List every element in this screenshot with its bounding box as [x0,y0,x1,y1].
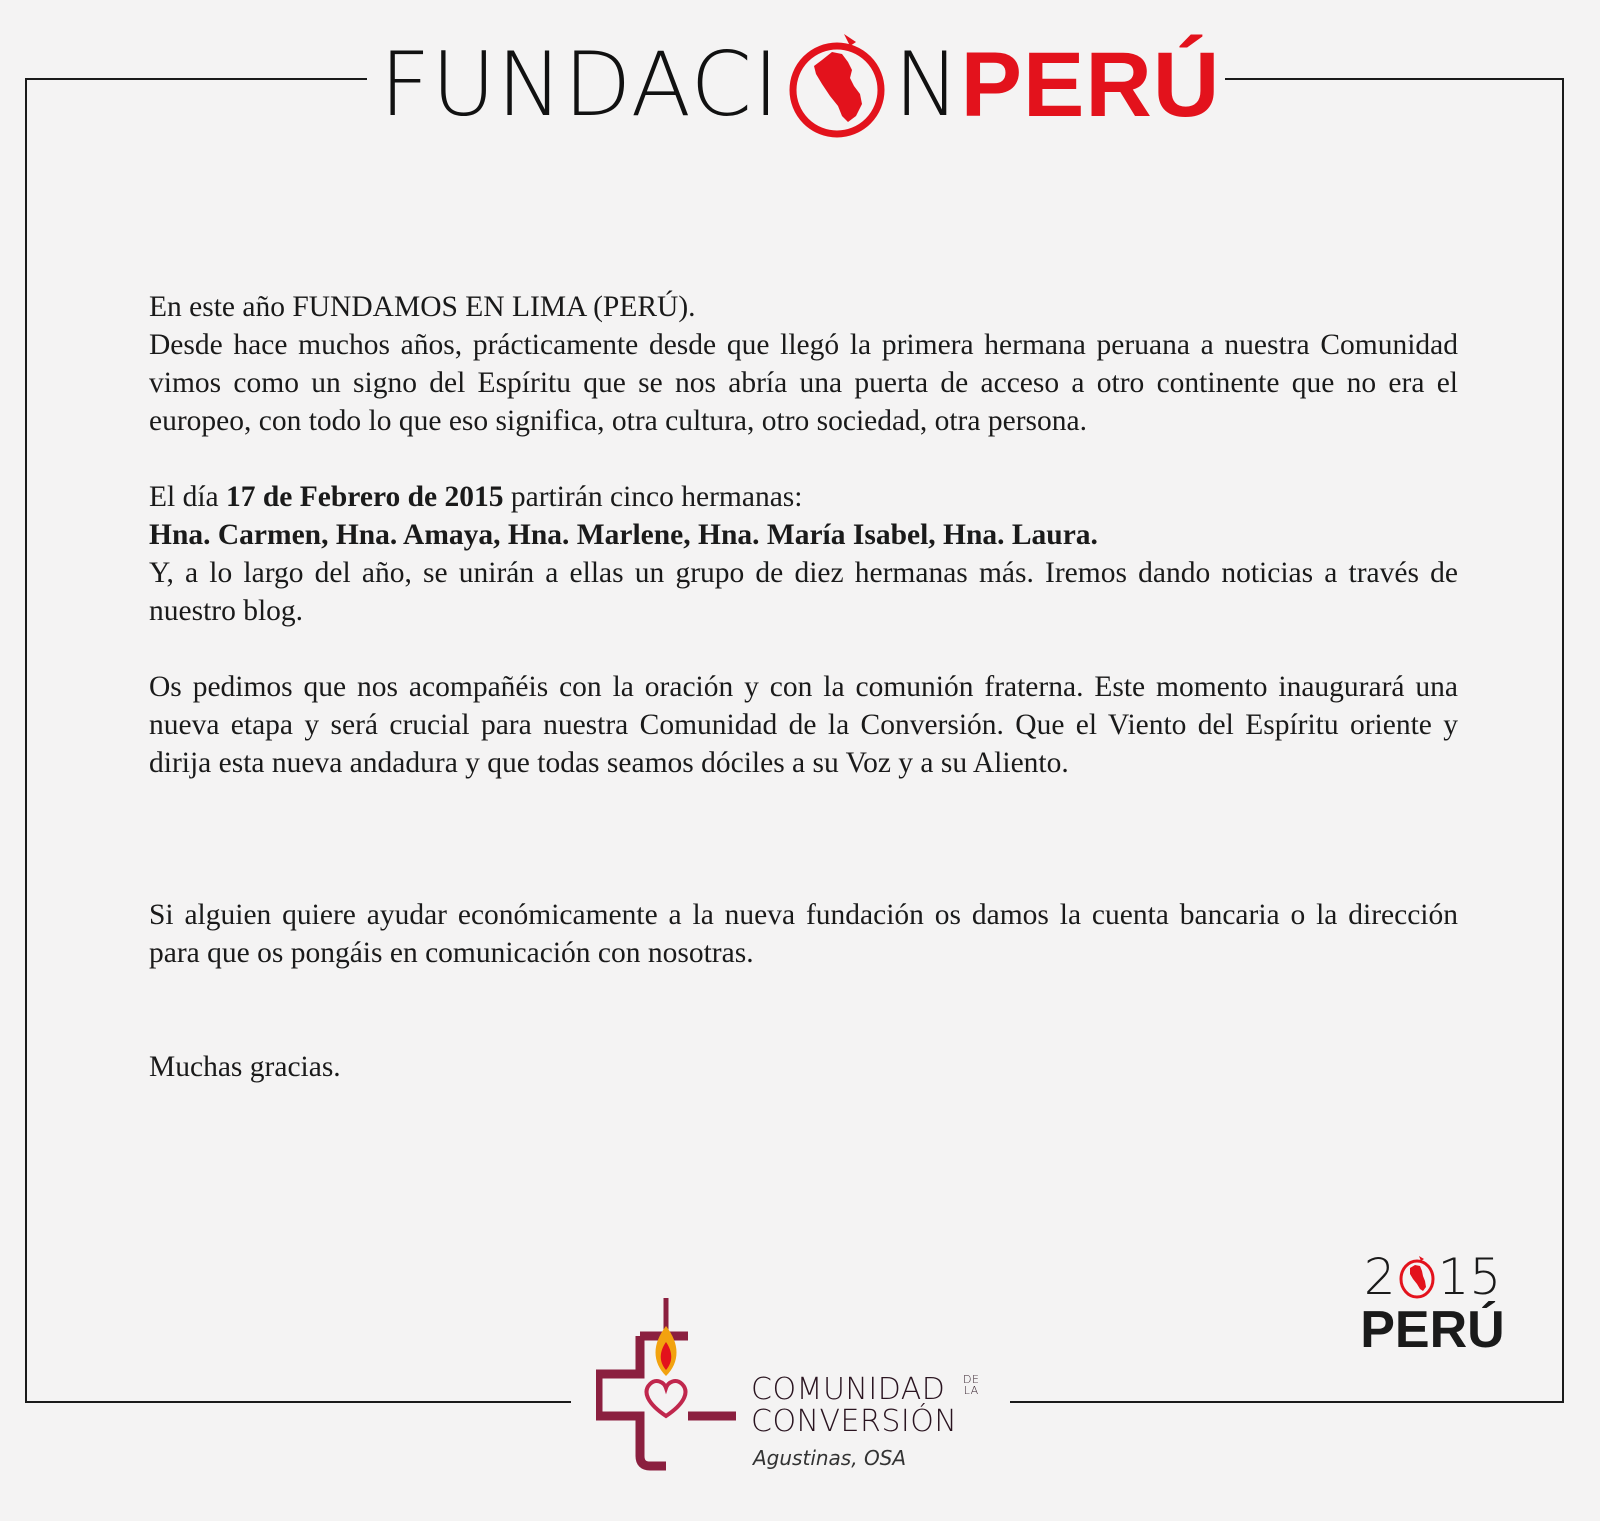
logo-text [751,1372,980,1439]
prayer-paragraph: Os pedimos que nos acompañéis con la oración y con la comunión fraterna. Este momento inaugurará una nueva etapa y será crucial para nuestra Comunidad de la Conversión. Que el Viento del Espíritu oriente y dirija esta nueva andadura y que todas seamos dóciles a su Voz y a su Aliento. [149,671,1458,779]
logo-subtitle: Agustinas, OSA [753,1446,907,1470]
header-title-right: N [893,33,961,136]
sisters-names: Hna. Carmen, Hna. Amaya, Hna. Marlene, Hna. María Isabel, Hna. Laura. [149,519,1098,551]
logo-de-la [963,1374,979,1396]
frame-bottom-right [1010,1401,1564,1403]
donation-paragraph: Si alguien quiere ayudar económicamente a la nueva fundación os damos la cuenta bancaria o la dirección para que os pongáis en comunicación con nosotras. [149,899,1458,969]
departure-suffix: partirán cinco hermanas: [503,481,803,513]
badge-year-right: 15 [1437,1248,1502,1306]
header-logo [360,20,1240,150]
frame-top-left [25,78,367,80]
closing-line: Muchas gracias. [149,1051,341,1083]
logo-line1: COMUNIDAD [751,1372,946,1407]
logo-la: LA [963,1384,979,1397]
letter-body [149,288,1458,1086]
frame-top-right [1225,78,1564,80]
badge-2015-peru [1360,1248,1505,1359]
badge-country: PERÚ [1360,1301,1505,1359]
cross-flame-heart-icon [596,1296,746,1486]
comunidad-conversion-logo [596,1296,996,1486]
frame-left [25,78,27,1403]
peru-map-zero-icon [1397,1254,1437,1300]
logo-de: DE [963,1373,980,1386]
logo-line2: CONVERSIÓN [751,1404,958,1439]
badge-year-left: 2 [1363,1248,1396,1306]
frame-bottom-left [25,1401,571,1403]
header-title-bold: PERÚ [960,34,1221,136]
frame-right [1562,78,1564,1403]
header-title-left: FUNDACI [379,33,780,136]
departure-line [149,478,1458,516]
departure-date: 17 de Febrero de 2015 [226,481,504,513]
intro-paragraph: Desde hace muchos años, prácticamente desde que llegó la primera hermana peruana a nuestra Comunidad vimos como un signo del Espíritu que se nos abría una puerta de acceso a otro continente que no era el europeo, con todo lo que eso significa, otra cultura, otro sociedad, otra persona. [149,329,1458,437]
departure-prefix: El día [149,481,227,513]
departure-paragraph: Y, a lo largo del año, se unirán a ellas un grupo de diez hermanas más. Iremos dando noticias a través de nuestro blog. [149,557,1458,627]
intro-line: En este año FUNDAMOS EN LIMA (PERÚ). [149,291,696,323]
peru-map-o-icon [782,30,892,140]
